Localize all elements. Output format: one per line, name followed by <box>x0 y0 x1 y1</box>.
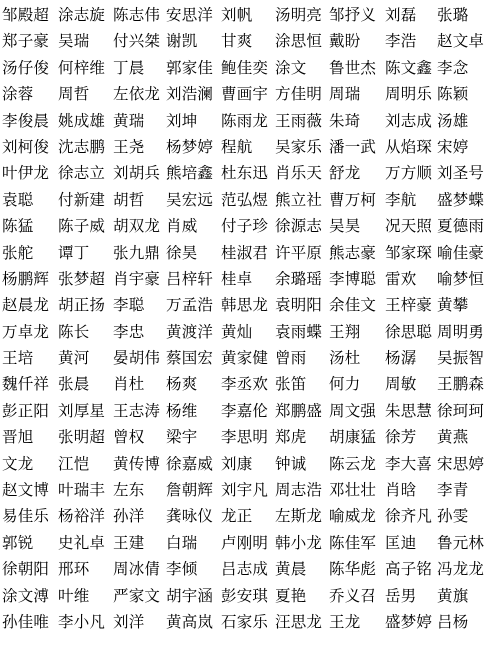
name-cell: 刘帆 <box>221 6 253 24</box>
name-cell: 徐齐凡 <box>385 507 433 526</box>
name-cell: 熊培鑫 <box>166 164 214 183</box>
name-cell: 许平原 <box>275 243 323 262</box>
name-cell: 卢刚明 <box>221 533 269 552</box>
name-cell: 陈华彪 <box>329 560 377 579</box>
name-row <box>0 28 487 54</box>
name-row <box>0 81 487 107</box>
name-cell: 刘圣号 <box>437 164 485 183</box>
name-cell: 涂志旋 <box>58 6 106 24</box>
name-cell: 刘胡兵 <box>113 164 161 183</box>
name-cell: 刘厚星 <box>58 401 106 420</box>
name-cell: 盛梦蝶 <box>437 190 485 209</box>
name-cell: 黄高岚 <box>166 612 214 631</box>
name-cell: 袁明阳 <box>275 296 323 315</box>
name-cell: 徐思聪 <box>385 322 433 341</box>
name-cell: 赵文博 <box>2 481 50 500</box>
name-cell: 刘浩澜 <box>166 85 214 104</box>
name-cell: 高子铭 <box>385 560 433 579</box>
name-cell: 黄燕 <box>437 428 469 447</box>
name-cell: 丁晨 <box>113 58 145 77</box>
name-cell: 徐昊 <box>166 243 198 262</box>
name-cell: 易佳乐 <box>2 507 50 526</box>
name-cell: 魏仟祥 <box>2 375 50 394</box>
name-cell: 熊志豪 <box>329 243 377 262</box>
name-cell: 余璐瑶 <box>275 269 323 288</box>
name-cell: 张明超 <box>58 428 106 447</box>
name-cell: 黄河 <box>58 349 90 368</box>
name-cell: 杜东迅 <box>221 164 269 183</box>
name-cell: 朱思慧 <box>385 401 433 420</box>
name-cell: 涂文 <box>275 58 307 77</box>
name-cell: 鲍佳奕 <box>221 58 269 77</box>
name-cell: 徐珂珂 <box>437 401 485 420</box>
name-cell: 黄家健 <box>221 349 269 368</box>
name-row <box>0 503 487 529</box>
name-cell: 刘宇凡 <box>221 481 269 500</box>
name-cell: 喻佳豪 <box>437 243 485 262</box>
name-cell: 袁聪 <box>2 190 34 209</box>
name-cell: 张笛 <box>275 375 307 394</box>
name-cell: 王建 <box>113 533 145 552</box>
name-cell: 陈雨龙 <box>221 111 269 130</box>
name-cell: 鲁元林 <box>437 533 485 552</box>
name-cell: 杨潺 <box>385 349 417 368</box>
name-cell: 徐源志 <box>275 217 323 236</box>
name-cell: 汤雄 <box>437 111 469 130</box>
name-cell: 王梓豪 <box>385 296 433 315</box>
name-cell: 黄攀 <box>437 296 469 315</box>
name-cell: 李大喜 <box>385 454 433 473</box>
name-row <box>0 371 487 397</box>
name-cell: 汤杜 <box>329 349 361 368</box>
name-cell: 史礼卓 <box>58 533 106 552</box>
name-cell: 张九鼎 <box>113 243 161 262</box>
name-row <box>0 2 487 28</box>
name-cell: 夏德雨 <box>437 217 485 236</box>
name-cell: 孙佳唯 <box>2 612 50 631</box>
name-cell: 付新建 <box>58 190 106 209</box>
name-cell: 吕杨 <box>437 612 469 631</box>
name-cell: 周明勇 <box>437 322 485 341</box>
name-cell: 左斯龙 <box>275 507 323 526</box>
name-cell: 汪思龙 <box>275 612 323 631</box>
name-cell: 邓壮壮 <box>329 481 377 500</box>
name-cell: 杨梦婷 <box>166 137 214 156</box>
name-cell: 胡哲 <box>113 190 145 209</box>
name-cell: 刘坤 <box>166 111 198 130</box>
name-cell: 黄渡洋 <box>166 322 214 341</box>
name-cell: 张舵 <box>2 243 34 262</box>
name-cell: 郑虎 <box>275 428 307 447</box>
name-cell: 陈子威 <box>58 217 106 236</box>
name-cell: 刘磊 <box>385 6 417 24</box>
name-cell: 韩小龙 <box>275 533 323 552</box>
name-cell: 何力 <box>329 375 361 394</box>
name-cell: 张梦超 <box>58 269 106 288</box>
name-cell: 安思洋 <box>166 6 214 24</box>
name-cell: 彭正阳 <box>2 401 50 420</box>
name-row <box>0 424 487 450</box>
name-cell: 涂文溥 <box>2 586 50 605</box>
name-cell: 晏胡伟 <box>113 349 161 368</box>
name-cell: 胡正扬 <box>58 296 106 315</box>
name-cell: 黄旗 <box>437 586 469 605</box>
name-cell: 徐朝阳 <box>2 560 50 579</box>
name-cell: 赵文卓 <box>437 32 485 51</box>
name-cell: 陈猛 <box>2 217 34 236</box>
name-cell: 涂思恒 <box>275 32 323 51</box>
name-cell: 张璐 <box>437 6 469 24</box>
name-cell: 黄瑞 <box>113 111 145 130</box>
name-cell: 周冰倩 <box>113 560 161 579</box>
name-cell: 喻威龙 <box>329 507 377 526</box>
name-row <box>0 345 487 371</box>
name-cell: 曾雨 <box>275 349 307 368</box>
name-cell: 方佳明 <box>275 85 323 104</box>
name-cell: 刘柯俊 <box>2 137 50 156</box>
name-cell: 周明乐 <box>385 85 433 104</box>
name-cell: 吕梓轩 <box>166 269 214 288</box>
name-cell: 岳男 <box>385 586 417 605</box>
name-cell: 梁宇 <box>166 428 198 447</box>
name-cell: 吴宏远 <box>166 190 214 209</box>
name-cell: 徐嘉威 <box>166 454 214 473</box>
name-cell: 沈志鹏 <box>58 137 106 156</box>
name-cell: 熊立社 <box>275 190 323 209</box>
name-cell: 宋思婷 <box>437 454 485 473</box>
name-cell: 叶瑞丰 <box>58 481 106 500</box>
name-cell: 杨鹏辉 <box>2 269 50 288</box>
name-cell: 郭家佳 <box>166 58 214 77</box>
name-cell: 王雨薇 <box>275 111 323 130</box>
name-cell: 左依龙 <box>113 85 161 104</box>
name-cell: 谭丁 <box>58 243 90 262</box>
name-cell: 吕志成 <box>221 560 269 579</box>
name-cell: 周瑞 <box>329 85 361 104</box>
name-cell: 邹殿超 <box>2 6 50 24</box>
name-cell: 涂蓉 <box>2 85 34 104</box>
name-cell: 徐志立 <box>58 164 106 183</box>
name-cell: 桂卓 <box>221 269 253 288</box>
name-cell: 周文强 <box>329 401 377 420</box>
name-cell: 张晨 <box>58 375 90 394</box>
name-cell: 雷欢 <box>385 269 417 288</box>
name-cell: 白瑞 <box>166 533 198 552</box>
name-cell: 舒龙 <box>329 164 361 183</box>
name-cell: 龙正 <box>221 507 253 526</box>
name-cell: 王尧 <box>113 137 145 156</box>
name-cell: 李丞欢 <box>221 375 269 394</box>
name-row <box>0 477 487 503</box>
name-cell: 江恺 <box>58 454 90 473</box>
name-cell: 范弘煜 <box>221 190 269 209</box>
name-cell: 盛梦婷 <box>385 612 433 631</box>
name-cell: 石家乐 <box>221 612 269 631</box>
name-row <box>0 266 487 292</box>
name-cell: 何梓维 <box>58 58 106 77</box>
name-cell: 宋婷 <box>437 137 469 156</box>
name-cell: 晋旭 <box>2 428 34 447</box>
name-cell: 王龙 <box>329 612 361 631</box>
name-cell: 黄晨 <box>275 560 307 579</box>
name-cell: 刘志成 <box>385 111 433 130</box>
name-cell: 刘洋 <box>113 612 145 631</box>
name-cell: 李博聪 <box>329 269 377 288</box>
name-cell: 李倾 <box>166 560 198 579</box>
name-row <box>0 451 487 477</box>
name-row <box>0 55 487 81</box>
name-cell: 孙雯 <box>437 507 469 526</box>
name-cell: 文龙 <box>2 454 34 473</box>
name-cell: 谢凯 <box>166 32 198 51</box>
name-cell: 杨爽 <box>166 375 198 394</box>
name-cell: 龚咏仪 <box>166 507 214 526</box>
name-cell: 吴昊 <box>329 217 361 236</box>
name-cell: 汤仔俊 <box>2 58 50 77</box>
name-cell: 肖乐天 <box>275 164 323 183</box>
name-cell: 袁雨蝶 <box>275 322 323 341</box>
name-cell: 肖宇豪 <box>113 269 161 288</box>
name-cell: 万卓龙 <box>2 322 50 341</box>
name-row <box>0 108 487 134</box>
name-cell: 姚成雄 <box>58 111 106 130</box>
name-cell: 匡迪 <box>385 533 417 552</box>
name-cell: 陈志伟 <box>113 6 161 24</box>
name-cell: 乔义召 <box>329 586 377 605</box>
name-cell: 付子珍 <box>221 217 269 236</box>
name-row <box>0 319 487 345</box>
name-cell: 彭安琪 <box>221 586 269 605</box>
name-cell: 戴盼 <box>329 32 361 51</box>
name-cell: 胡康猛 <box>329 428 377 447</box>
name-cell: 陈长 <box>58 322 90 341</box>
name-cell: 吴家乐 <box>275 137 323 156</box>
name-cell: 陈颖 <box>437 85 469 104</box>
name-row <box>0 292 487 318</box>
name-cell: 李念 <box>437 58 469 77</box>
name-cell: 李聪 <box>113 296 145 315</box>
name-row <box>0 398 487 424</box>
name-cell: 甘爽 <box>221 32 253 51</box>
name-cell: 喻梦恒 <box>437 269 485 288</box>
name-cell: 叶伊龙 <box>2 164 50 183</box>
name-cell: 蔡国宏 <box>166 349 214 368</box>
name-cell: 孙洋 <box>113 507 145 526</box>
name-cell: 周志浩 <box>275 481 323 500</box>
name-cell: 胡宇涵 <box>166 586 214 605</box>
name-cell: 邢环 <box>58 560 90 579</box>
name-cell: 郑子豪 <box>2 32 50 51</box>
name-cell: 李俊晨 <box>2 111 50 130</box>
name-row <box>0 240 487 266</box>
name-cell: 李航 <box>385 190 417 209</box>
name-cell: 余佳文 <box>329 296 377 315</box>
name-cell: 左东 <box>113 481 145 500</box>
name-cell: 郑鹏盛 <box>275 401 323 420</box>
name-cell: 从焰琛 <box>385 137 433 156</box>
name-row <box>0 187 487 213</box>
name-cell: 程航 <box>221 137 253 156</box>
name-cell: 王志涛 <box>113 401 161 420</box>
name-cell: 周敏 <box>385 375 417 394</box>
name-cell: 杨维 <box>166 401 198 420</box>
name-row <box>0 556 487 582</box>
name-cell: 潘一武 <box>329 137 377 156</box>
name-row <box>0 134 487 160</box>
name-cell: 詹朝辉 <box>166 481 214 500</box>
name-row <box>0 583 487 609</box>
name-row <box>0 609 487 635</box>
name-cell: 郭锐 <box>2 533 34 552</box>
name-cell: 叶维 <box>58 586 90 605</box>
name-row <box>0 160 487 186</box>
name-cell: 万孟浩 <box>166 296 214 315</box>
name-cell: 王培 <box>2 349 34 368</box>
name-cell: 邹抒义 <box>329 6 377 24</box>
name-cell: 杨裕洋 <box>58 507 106 526</box>
name-cell: 周哲 <box>58 85 90 104</box>
name-cell: 黄灿 <box>221 322 253 341</box>
name-cell: 李浩 <box>385 32 417 51</box>
name-row <box>0 213 487 239</box>
name-cell: 陈云龙 <box>329 454 377 473</box>
name-cell: 付兴桀 <box>113 32 161 51</box>
name-cell: 肖晗 <box>385 481 417 500</box>
name-cell: 冯龙龙 <box>437 560 485 579</box>
name-cell: 王鹏森 <box>437 375 485 394</box>
name-cell: 陈佳军 <box>329 533 377 552</box>
name-cell: 万方顺 <box>385 164 433 183</box>
name-cell: 朱琦 <box>329 111 361 130</box>
name-cell: 曾权 <box>113 428 145 447</box>
name-cell: 李青 <box>437 481 469 500</box>
name-cell: 肖杜 <box>113 375 145 394</box>
name-cell: 曹万柯 <box>329 190 377 209</box>
name-cell: 李忠 <box>113 322 145 341</box>
name-cell: 肖威 <box>166 217 198 236</box>
name-cell: 刘康 <box>221 454 253 473</box>
name-cell: 严家文 <box>113 586 161 605</box>
name-cell: 王翔 <box>329 322 361 341</box>
name-cell: 鲁世杰 <box>329 58 377 77</box>
name-cell: 吴振智 <box>437 349 485 368</box>
name-cell: 况天照 <box>385 217 433 236</box>
name-cell: 徐芳 <box>385 428 417 447</box>
name-cell: 李思明 <box>221 428 269 447</box>
name-cell: 胡双龙 <box>113 217 161 236</box>
name-cell: 曹画宇 <box>221 85 269 104</box>
name-cell: 夏艳 <box>275 586 307 605</box>
name-cell: 邹家琛 <box>385 243 433 262</box>
name-cell: 李嘉伦 <box>221 401 269 420</box>
name-cell: 李小凡 <box>58 612 106 631</box>
name-cell: 桂淑君 <box>221 243 269 262</box>
name-cell: 吴瑞 <box>58 32 90 51</box>
name-cell: 钟诚 <box>275 454 307 473</box>
name-cell: 黄传博 <box>113 454 161 473</box>
name-cell: 陈文鑫 <box>385 58 433 77</box>
name-cell: 韩思龙 <box>221 296 269 315</box>
name-cell: 赵晨龙 <box>2 296 50 315</box>
name-row <box>0 530 487 556</box>
name-cell: 汤明亮 <box>275 6 323 24</box>
